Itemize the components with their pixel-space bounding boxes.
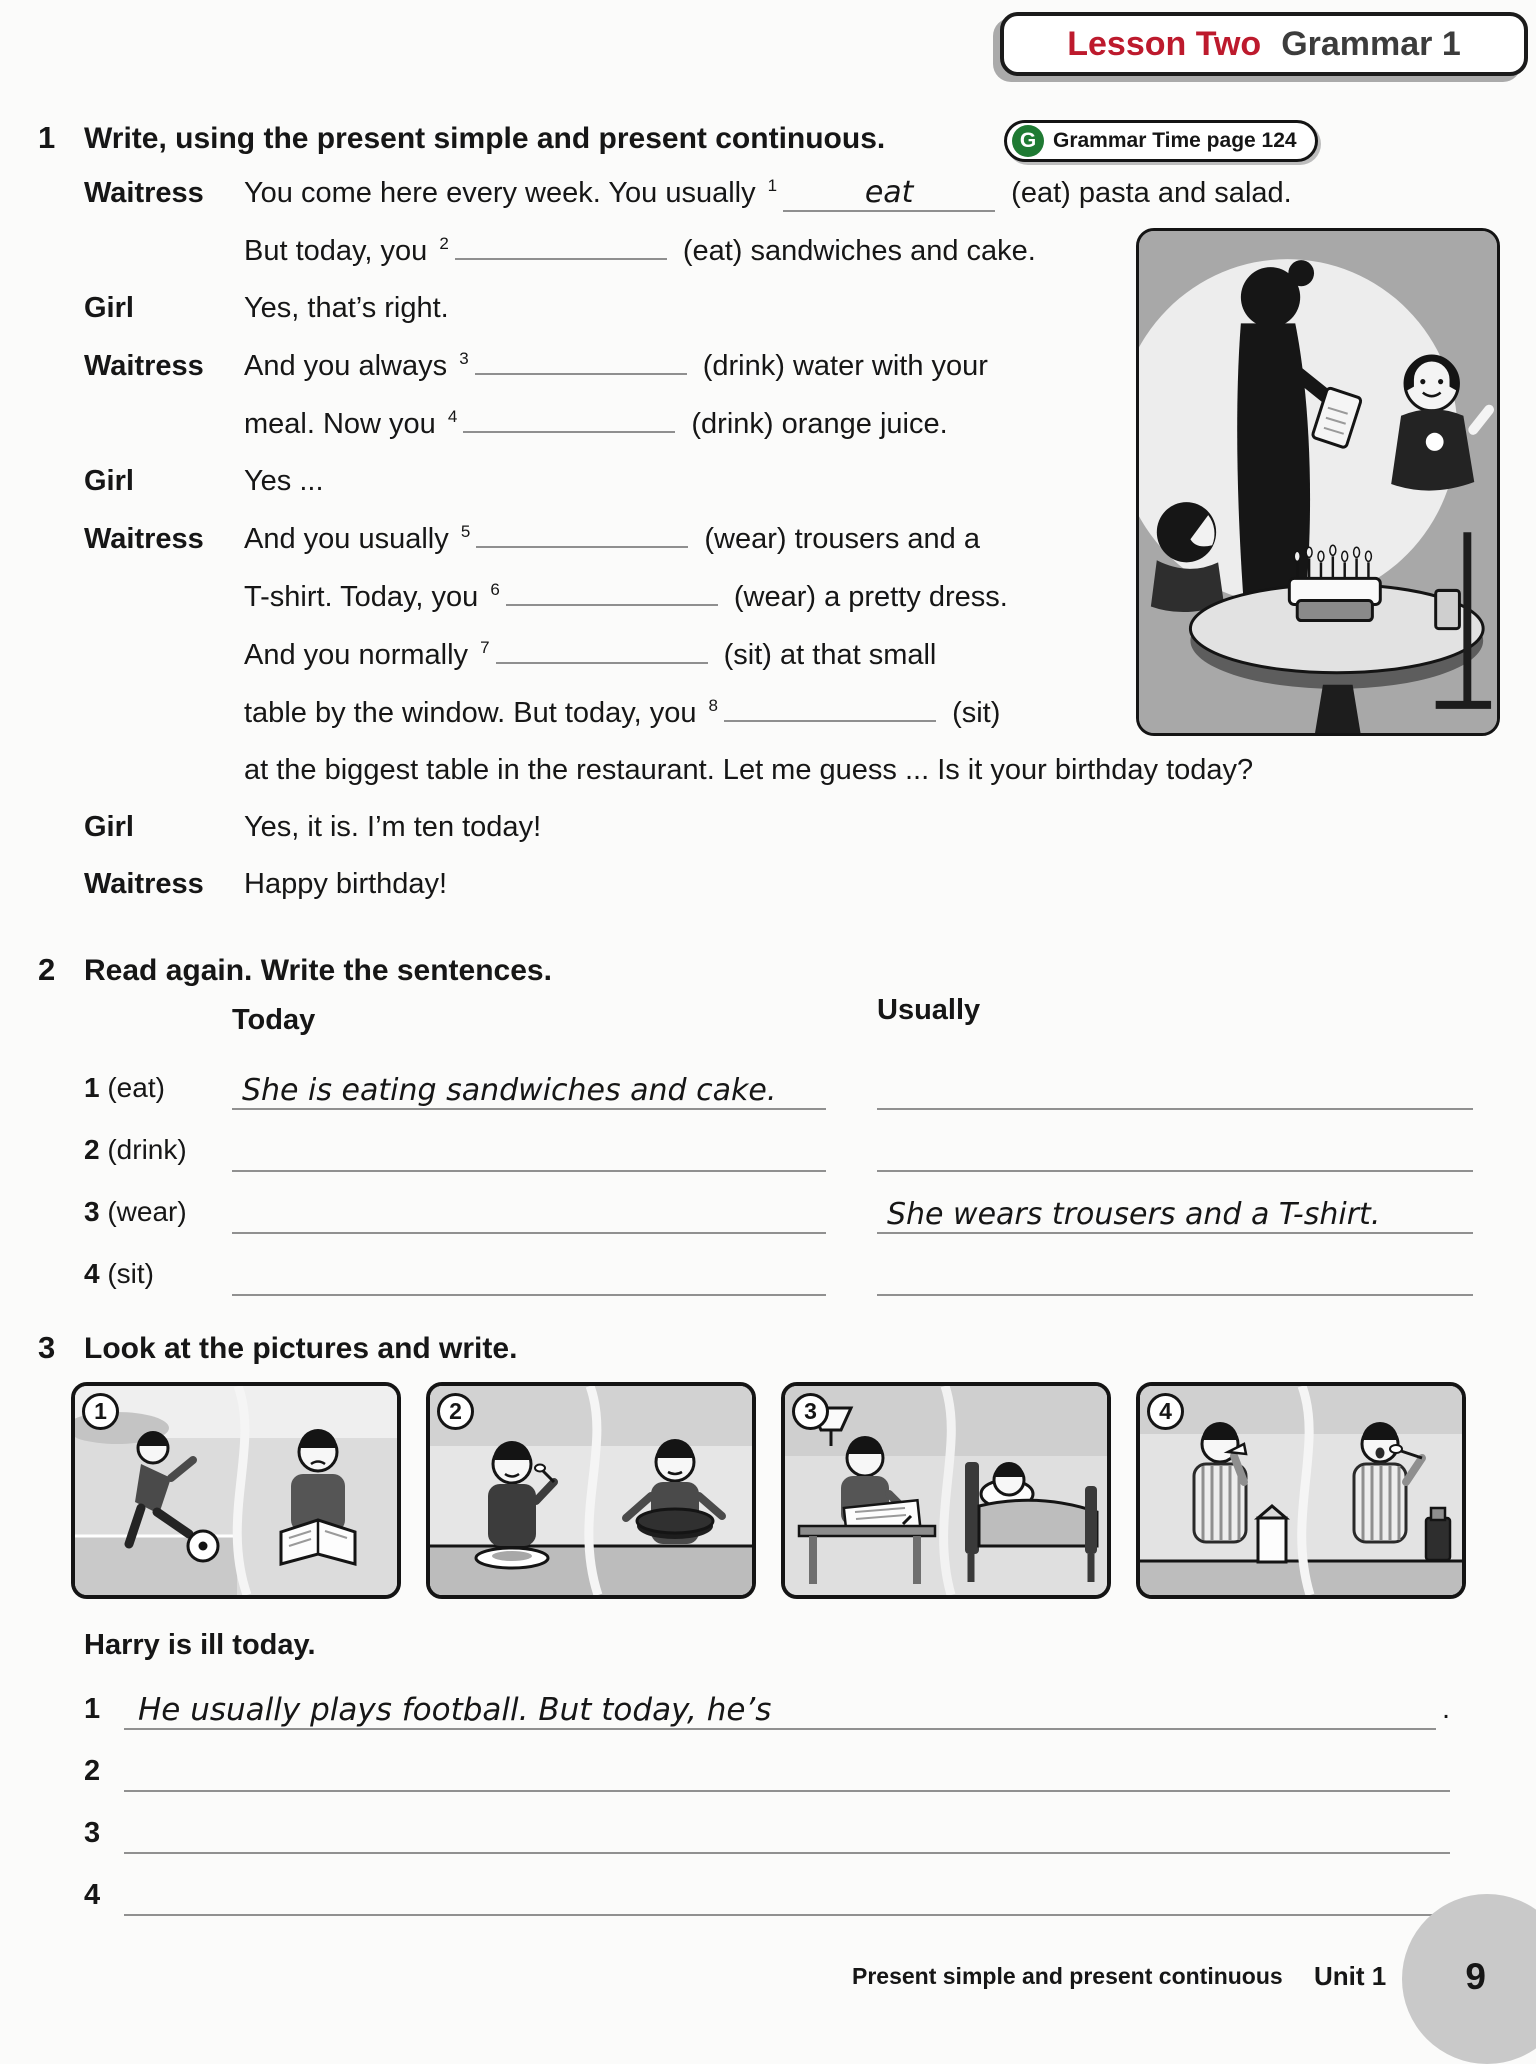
picture-number-badge: 2 [437, 1393, 474, 1430]
line-suffix: . [1441, 1693, 1450, 1725]
row-verb: (wear) [99, 1196, 187, 1227]
row-verb: (drink) [99, 1134, 187, 1165]
dialogue-line [84, 856, 1536, 913]
exercise-3-number: 3 [38, 1330, 56, 1365]
answer-line [124, 1860, 1450, 1916]
lesson-topic: Grammar 1 [1281, 24, 1461, 63]
column-headers [0, 988, 1536, 1048]
dialogue-text: Yes, it is. I’m ten today! [244, 811, 542, 843]
answer-number: 3 [84, 1817, 101, 1849]
answer-blank [476, 510, 688, 548]
picture-number-badge: 3 [792, 1393, 829, 1430]
picture-number-badge: 1 [82, 1393, 119, 1430]
dialogue-text: And you normally $^7$ (sit) at that small [244, 639, 936, 671]
today-answer-line [232, 1178, 826, 1234]
blank-number: 5 [460, 522, 471, 542]
blank-number: 6 [490, 580, 500, 600]
usually-answer-line [877, 1054, 1473, 1110]
exercise-3-title: Look at the pictures and write. [84, 1332, 518, 1365]
dialogue-text: And you always $^3$ (drink) water with your [244, 350, 988, 382]
answer-blank [475, 337, 687, 375]
today-answer-line [232, 1240, 826, 1296]
scene-football-and-reading [75, 1386, 397, 1595]
sentence-row [0, 1110, 1536, 1172]
answer-number: 4 [84, 1879, 101, 1911]
dialogue-text: at the biggest table in the restaurant. Let me guess ... Is it your birthday today? [244, 754, 1254, 786]
answer-line [124, 1798, 1450, 1854]
answer-number: 1 [84, 1693, 101, 1725]
speaker-label: Girl [84, 292, 134, 324]
blank-number: 7 [480, 638, 490, 658]
blank-number: 1 [767, 176, 778, 196]
page-number: 9 [1465, 1956, 1486, 1997]
usually-answer-line [877, 1240, 1473, 1296]
dialogue-text: You come here every week. You usually $^1$ eat (eat) pasta and salad. [244, 175, 1292, 210]
speaker-label: Girl [84, 811, 134, 843]
row-number: 2 [84, 1134, 100, 1165]
speaker-label: Waitress [84, 868, 204, 900]
lesson-name: Lesson Two [1067, 24, 1262, 63]
speaker-label: Girl [84, 465, 134, 497]
answer-blank: eat [783, 174, 995, 212]
blank-number: 4 [447, 407, 458, 427]
row-label [84, 1134, 232, 1172]
grammar-badge-label: Grammar Time page 124 [1053, 129, 1297, 152]
exercise-1-title: Write, using the present simple and present continuous. [84, 122, 886, 155]
row-label [84, 1196, 232, 1234]
picture-panel-4 [1136, 1382, 1466, 1599]
handwritten-answer: He usually plays football. But today, he’s [138, 1692, 772, 1728]
exercise-2 [0, 952, 1536, 1296]
picture-strip [71, 1382, 1536, 1599]
grammar-time-badge [1004, 120, 1318, 162]
answer-line [124, 1674, 1436, 1730]
answer-blank [463, 395, 675, 433]
picture-number-badge: 4 [1147, 1393, 1184, 1430]
sentence-row [0, 1234, 1536, 1296]
speaker-label: Waitress [84, 350, 204, 382]
row-number: 4 [84, 1258, 100, 1289]
blank-number: 8 [708, 696, 719, 716]
today-answer-line [232, 1054, 826, 1110]
blank-number: 2 [439, 234, 449, 254]
picture-panel-2 [426, 1382, 756, 1599]
dialogue-text: Yes ... [244, 465, 324, 497]
answer-blank [724, 684, 936, 722]
answer-row [84, 1668, 1450, 1730]
dialogue-line [84, 742, 1536, 799]
dialogue-text: But today, you $^2$ (eat) sandwiches and cake. [244, 235, 1036, 267]
answer-line [124, 1736, 1450, 1792]
dialogue-text: meal. Now you $^4$ (drink) orange juice. [244, 408, 948, 440]
dialogue-text: T-shirt. Today, you $^6$ (wear) a pretty dress. [244, 581, 1008, 613]
answer-number: 2 [84, 1755, 101, 1787]
exercise-2-number: 2 [38, 952, 56, 987]
picture-panel-1 [71, 1382, 401, 1599]
dialogue-line [84, 799, 1536, 856]
dialogue-text: Happy birthday! [244, 868, 448, 900]
answer-row [84, 1854, 1450, 1916]
row-number: 3 [84, 1196, 100, 1227]
row-label [84, 1258, 232, 1296]
picture-panel-3 [781, 1382, 1111, 1599]
answer-row [84, 1730, 1450, 1792]
speaker-label: Waitress [84, 523, 204, 555]
column-header-usually: Usually [877, 994, 981, 1026]
exercise-1-number: 1 [38, 120, 56, 155]
footer-topic: Present simple and present continuous [852, 1963, 1283, 1989]
exercise-3-prompt: Harry is ill today. [84, 1629, 316, 1661]
usually-answer: She wears trousers and a T-shirt. [887, 1197, 1381, 1232]
row-verb: (eat) [99, 1072, 165, 1103]
sentence-table [0, 1048, 1536, 1296]
row-number: 1 [84, 1072, 100, 1103]
answer-blank [506, 568, 718, 606]
usually-answer-line [877, 1116, 1473, 1172]
dialogue-line [84, 165, 1536, 222]
today-answer: She is eating sandwiches and cake. [242, 1073, 777, 1108]
answer-row [84, 1792, 1450, 1854]
answer-blank [455, 222, 667, 260]
exercise-3-header [0, 1330, 1536, 1366]
exercise-2-title: Read again. Write the sentences. [84, 954, 552, 987]
birthday-cafe-scene [1139, 231, 1497, 733]
lesson-badge [1000, 12, 1528, 76]
scene-eating-and-medicine [1140, 1386, 1462, 1595]
restaurant-illustration [1136, 228, 1500, 736]
grammar-icon: G [1012, 125, 1044, 157]
column-header-today: Today [232, 1004, 316, 1036]
row-verb: (sit) [99, 1258, 155, 1289]
speaker-label: Waitress [84, 177, 204, 209]
exercise-2-header [0, 952, 1536, 988]
dialogue-text: table by the window. But today, you $^8$ (sit) [244, 697, 1000, 729]
exercise-3 [0, 1330, 1536, 1916]
row-label [84, 1072, 232, 1110]
dialogue-text: Yes, that’s right. [244, 292, 449, 324]
footer-unit: Unit 1 [1314, 1961, 1387, 1991]
scene-homework-and-bed [785, 1386, 1107, 1595]
dialogue-text: And you usually $^5$ (wear) trousers and a [244, 523, 980, 555]
scene-eating-meal [430, 1386, 752, 1595]
sentence-row [0, 1048, 1536, 1110]
usually-answer-line [877, 1178, 1473, 1234]
blank-number: 3 [459, 349, 469, 369]
answer-blank [496, 626, 708, 664]
today-answer-line [232, 1116, 826, 1172]
exercise-1 [0, 120, 1536, 952]
sentence-row [0, 1172, 1536, 1234]
answer-lines [0, 1668, 1536, 1916]
